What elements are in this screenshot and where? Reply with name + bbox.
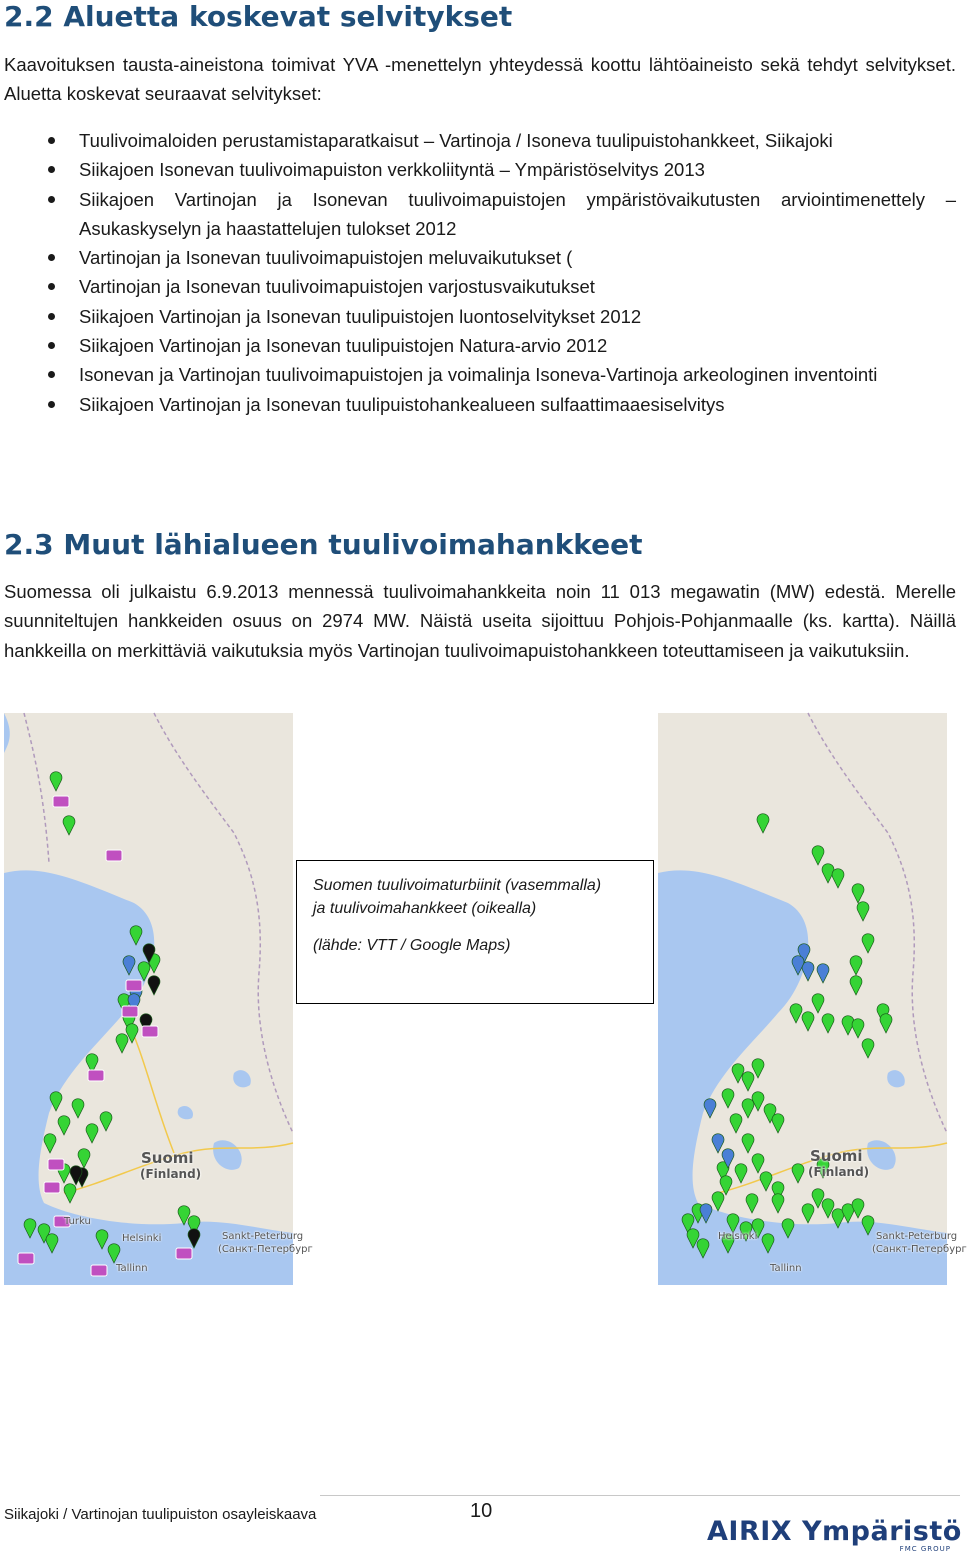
caption-source: (lähde: VTT / Google Maps) [313,937,511,954]
project-marker-icon [752,1154,764,1173]
map-label-country-en: (Finland) [140,1167,202,1181]
country-border [24,713,49,863]
project-marker-icon [772,1194,784,1213]
map-caption [296,860,654,1004]
company-logo [707,1516,962,1554]
camera-marker-icon [142,1026,158,1037]
map-label-city: Sankt-Peterburg [876,1231,958,1242]
project-marker-icon [730,1114,742,1133]
project-marker-icon [802,962,814,981]
footer-title: Siikajoki / Vartinojan tuulipuiston osayleiskaava [4,1506,317,1523]
list-item: Tuulivoimaloiden perustamistaparatkaisut – Vartinoja / Isoneva tuulipuistohankkeet, Siikajoki [0,126,960,155]
camera-marker-icon [122,1006,138,1017]
map-label-city: Helsinki [122,1233,162,1244]
project-marker-icon [862,934,874,953]
section-intro: Kaavoituksen tausta-aineistona toimivat YVA -menettelyn yhteydessä koottu lähtöaineisto sekä tehdyt selvitykset. Aluetta koskevat seuraavat selvitykset: [4,54,956,105]
map-base-right [658,713,947,1285]
map-label-city: Tallinn [116,1263,148,1274]
map-label-city: (Санкт-Петербург [218,1244,313,1255]
project-marker-icon [790,1004,802,1023]
lake [233,1070,251,1087]
project-marker-icon [852,1019,864,1038]
map-label-city: Sankt-Peterburg [222,1231,304,1242]
list-item: Vartinojan ja Isonevan tuulivoimapuistojen meluvaikutukset ( [0,243,960,272]
project-marker-icon [802,1012,814,1031]
lake [213,1140,242,1170]
project-marker-icon [852,884,864,903]
project-marker-icon [832,869,844,888]
map-wind-turbines [4,713,313,1285]
page-number: 10 [470,1500,493,1522]
camera-marker-icon [18,1253,34,1264]
camera-marker-icon [176,1248,192,1259]
project-marker-icon [850,956,862,975]
list-item: Siikajoen Isonevan tuulivoimapuiston verkkoliityntä – Ympäristöselvitys 2013 [0,155,960,184]
turbine-marker-icon [50,1092,62,1111]
map-label-country: Suomi [141,1149,194,1167]
project-marker-icon [812,846,824,865]
list-item: Siikajoen Vartinojan ja Isonevan tuulipuistojen luontoselvitykset 2012 [0,302,960,331]
project-marker-icon [817,964,829,983]
turbine-marker-icon [63,816,75,835]
camera-marker-icon [106,850,122,861]
list-item: Siikajoen Vartinojan ja Isonevan tuulipuistohankealueen sulfaattimaaesiselvitys [0,390,960,419]
project-marker-icon [862,1039,874,1058]
project-marker-icon [772,1114,784,1133]
list-item: Siikajoen Vartinojan ja Isonevan tuulivoimapuistojen ympäristövaikutusten arviointimenettely – Asukaskyselyn ja haastattelujen tulokset 2012 [0,185,960,244]
map-label-city: (Санкт-Петербург [872,1244,967,1255]
sea-area [4,713,10,753]
list-item: Vartinojan ja Isonevan tuulivoimapuistojen varjostusvaikutukset [0,272,960,301]
turbine-marker-icon [148,976,160,995]
project-marker-icon [742,1134,754,1153]
project-marker-icon [704,1099,716,1118]
map-label-city: Turku [64,1216,91,1227]
project-marker-icon [760,1172,772,1191]
project-marker-icon [742,1072,754,1091]
list-item: Isonevan ja Vartinojan tuulivoimapuistojen ja voimalinja Isoneva-Vartinoja arkeologinen inventointi [0,360,960,389]
project-marker-icon [857,902,869,921]
turbine-marker-icon [100,1112,112,1131]
section-heading-2-3: 2.3 Muut lähialueen tuulivoimahankkeet [4,528,643,561]
turbine-marker-icon [50,772,62,791]
survey-list [0,126,960,419]
camera-marker-icon [44,1182,60,1193]
turbine-marker-icon [116,1034,128,1053]
project-marker-icon [752,1092,764,1111]
turbine-marker-icon [44,1134,56,1153]
project-marker-icon [792,1164,804,1183]
caption-line: Suomen tuulivoimaturbiinit (vasemmalla) [313,877,602,894]
project-marker-icon [757,814,769,833]
map-label-country: Suomi [810,1147,863,1165]
lake [867,1140,896,1170]
project-marker-icon [722,1089,734,1108]
caption-line: ja tuulivoimahankkeet (oikealla) [313,900,537,917]
turbine-marker-icon [72,1099,84,1118]
project-marker-icon [742,1099,754,1118]
logo-wordmark: AIRIX Ympäristö [707,1516,962,1547]
project-marker-icon [712,1134,724,1153]
map-label-city: Tallinn [770,1263,802,1274]
turbine-marker-icon [58,1116,70,1135]
turbine-marker-icon [64,1184,76,1203]
project-marker-icon [880,1014,892,1033]
section-heading-2-2: 2.2 Aluetta koskevat selvitykset [4,0,513,33]
camera-marker-icon [53,796,69,807]
project-marker-icon [822,1014,834,1033]
project-marker-icon [746,1194,758,1213]
map-base-left [4,713,293,1285]
camera-marker-icon [48,1159,64,1170]
map-wind-projects [658,713,967,1285]
list-item: Siikajoen Vartinojan ja Isonevan tuulipuistojen Natura-arvio 2012 [0,331,960,360]
logo-subtitle: FMC GROUP [899,1545,951,1553]
footer-divider [320,1495,960,1496]
country-border [154,713,293,1133]
project-marker-icon [802,1204,814,1223]
project-marker-icon [852,1199,864,1218]
map-label-country-en: (Finland) [808,1165,870,1179]
camera-marker-icon [88,1070,104,1081]
project-marker-icon [735,1164,747,1183]
camera-marker-icon [91,1265,107,1276]
camera-marker-icon [126,980,142,991]
country-border [808,713,947,1133]
lake [178,1106,193,1119]
turbine-marker-icon [86,1124,98,1143]
project-marker-icon [812,994,824,1013]
project-marker-icon [712,1192,724,1211]
turbine-marker-icon [78,1149,90,1168]
map-label-city: Helsinki [718,1231,758,1242]
project-marker-icon [850,976,862,995]
lake [887,1070,905,1087]
section-paragraph: Suomessa oli julkaistu 6.9.2013 mennessä tuulivoimahankkeita noin 11 013 megawatin (MW) edestä. Merelle suunniteltujen hankkeiden osuus on 2974 MW. Näistä useita sijoittuu Pohjois-Pohjanmaalle (ks. kartta). Näillä hankkeilla on merkittäviä vaikutuksia myös Vartinojan tuulivoimapuistohankkeen toteuttamiseen ja vaikutuksiin. [4,581,956,661]
